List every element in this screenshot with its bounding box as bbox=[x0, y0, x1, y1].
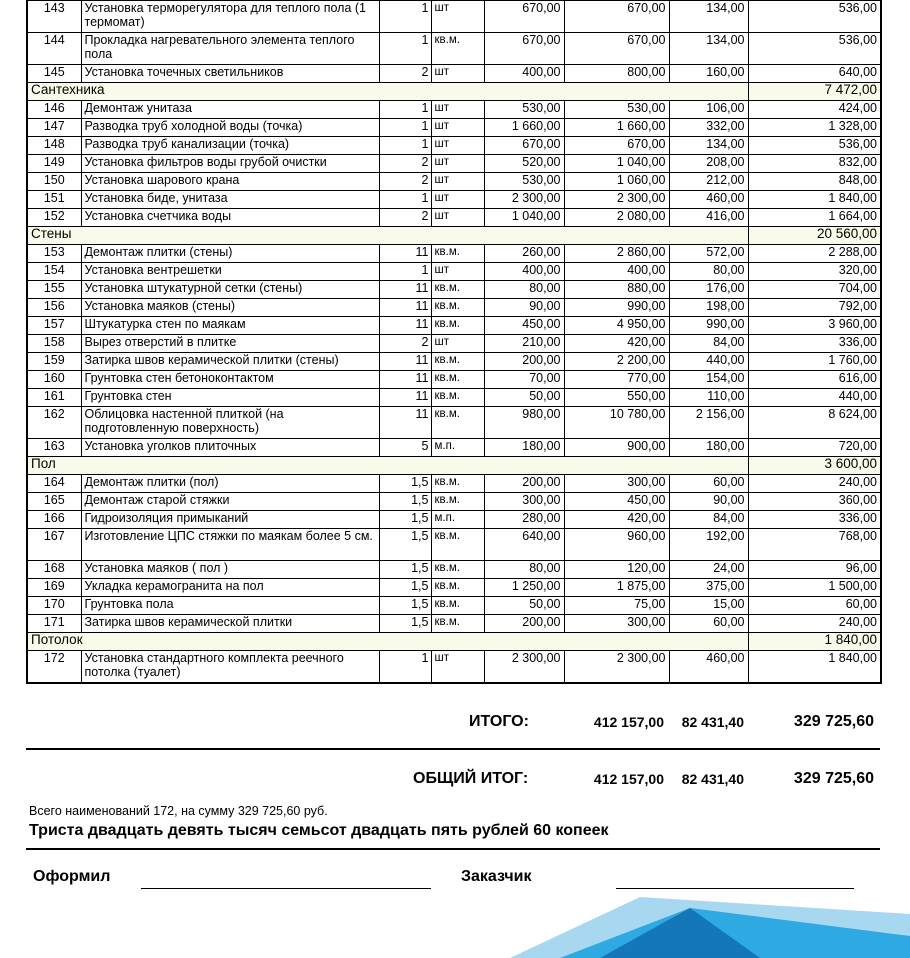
unit-price: 180,00 bbox=[484, 439, 564, 457]
line-total: 1 500,00 bbox=[748, 579, 881, 597]
row-number: 151 bbox=[27, 191, 81, 209]
line-total: 616,00 bbox=[748, 371, 881, 389]
line-sum: 670,00 bbox=[564, 1, 669, 33]
line-total: 360,00 bbox=[748, 493, 881, 511]
customer-label: Заказчик bbox=[461, 868, 532, 885]
line-sum: 550,00 bbox=[564, 389, 669, 407]
unit: кв.м. bbox=[431, 317, 484, 335]
row-number: 159 bbox=[27, 353, 81, 371]
work-name: Установка счетчика воды bbox=[81, 209, 379, 227]
quantity: 1,5 bbox=[379, 529, 431, 561]
unit-price: 980,00 bbox=[484, 407, 564, 439]
quantity: 1,5 bbox=[379, 597, 431, 615]
discount: 208,00 bbox=[669, 155, 748, 173]
line-sum: 2 860,00 bbox=[564, 245, 669, 263]
work-name: Демонтаж старой стяжки bbox=[81, 493, 379, 511]
quantity: 1 bbox=[379, 191, 431, 209]
unit-price: 640,00 bbox=[484, 529, 564, 561]
section-name: Пол bbox=[27, 457, 748, 475]
quantity: 11 bbox=[379, 281, 431, 299]
unit-price: 400,00 bbox=[484, 65, 564, 83]
discount: 212,00 bbox=[669, 173, 748, 191]
unit: шт bbox=[431, 101, 484, 119]
unit: шт bbox=[431, 137, 484, 155]
discount: 90,00 bbox=[669, 493, 748, 511]
unit-price: 2 300,00 bbox=[484, 651, 564, 684]
row-number: 169 bbox=[27, 579, 81, 597]
work-name: Установка биде, унитаза bbox=[81, 191, 379, 209]
line-total: 440,00 bbox=[748, 389, 881, 407]
work-name: Грунтовка стен bbox=[81, 389, 379, 407]
unit-price: 90,00 bbox=[484, 299, 564, 317]
line-sum: 300,00 bbox=[564, 615, 669, 633]
line-sum: 1 660,00 bbox=[564, 119, 669, 137]
line-sum: 4 950,00 bbox=[564, 317, 669, 335]
line-total: 336,00 bbox=[748, 511, 881, 529]
quantity: 1 bbox=[379, 119, 431, 137]
row-number: 160 bbox=[27, 371, 81, 389]
unit: шт bbox=[431, 1, 484, 33]
line-total: 536,00 bbox=[748, 1, 881, 33]
work-name: Установка маяков (стены) bbox=[81, 299, 379, 317]
unit-price: 450,00 bbox=[484, 317, 564, 335]
work-name: Установка фильтров воды грубой очистки bbox=[81, 155, 379, 173]
discount: 84,00 bbox=[669, 511, 748, 529]
quantity: 11 bbox=[379, 299, 431, 317]
row-number: 171 bbox=[27, 615, 81, 633]
row-number: 156 bbox=[27, 299, 81, 317]
unit: кв.м. bbox=[431, 299, 484, 317]
quantity: 11 bbox=[379, 245, 431, 263]
discount: 24,00 bbox=[669, 561, 748, 579]
quantity: 1 bbox=[379, 651, 431, 684]
work-name: Демонтаж унитаза bbox=[81, 101, 379, 119]
itogo-sum: 412 157,00 bbox=[593, 714, 664, 730]
unit: м.п. bbox=[431, 511, 484, 529]
unit-price: 200,00 bbox=[484, 615, 564, 633]
discount: 416,00 bbox=[669, 209, 748, 227]
unit: кв.м. bbox=[431, 407, 484, 439]
line-total: 3 960,00 bbox=[748, 317, 881, 335]
row-number: 143 bbox=[27, 1, 81, 33]
discount: 134,00 bbox=[669, 1, 748, 33]
discount: 180,00 bbox=[669, 439, 748, 457]
unit-price: 2 300,00 bbox=[484, 191, 564, 209]
row-number: 161 bbox=[27, 389, 81, 407]
discount: 192,00 bbox=[669, 529, 748, 561]
unit: кв.м. bbox=[431, 281, 484, 299]
row-number: 170 bbox=[27, 597, 81, 615]
grand-total-label: ОБЩИЙ ИТОГ: bbox=[413, 770, 529, 787]
line-total: 60,00 bbox=[748, 597, 881, 615]
discount: 60,00 bbox=[669, 475, 748, 493]
work-name: Штукатурка стен по маякам bbox=[81, 317, 379, 335]
row-number: 158 bbox=[27, 335, 81, 353]
line-total: 832,00 bbox=[748, 155, 881, 173]
work-name: Прокладка нагревательного элемента теплого пола bbox=[81, 33, 379, 65]
section-total: 7 472,00 bbox=[748, 83, 881, 101]
discount: 460,00 bbox=[669, 191, 748, 209]
line-sum: 1 875,00 bbox=[564, 579, 669, 597]
discount: 15,00 bbox=[669, 597, 748, 615]
quantity: 1 bbox=[379, 1, 431, 33]
unit: кв.м. bbox=[431, 597, 484, 615]
unit-price: 280,00 bbox=[484, 511, 564, 529]
work-name: Грунтовка пола bbox=[81, 597, 379, 615]
line-total: 240,00 bbox=[748, 475, 881, 493]
quantity: 11 bbox=[379, 371, 431, 389]
line-total: 320,00 bbox=[748, 263, 881, 281]
unit-price: 50,00 bbox=[484, 597, 564, 615]
unit: шт bbox=[431, 65, 484, 83]
itogo-label: ИТОГО: bbox=[469, 713, 529, 730]
quantity: 1,5 bbox=[379, 493, 431, 511]
row-number: 168 bbox=[27, 561, 81, 579]
row-number: 155 bbox=[27, 281, 81, 299]
unit-price: 200,00 bbox=[484, 475, 564, 493]
unit: шт bbox=[431, 191, 484, 209]
work-name: Укладка керамогранита на пол bbox=[81, 579, 379, 597]
work-name: Демонтаж плитки (пол) bbox=[81, 475, 379, 493]
work-name: Вырез отверстий в плитке bbox=[81, 335, 379, 353]
row-number: 145 bbox=[27, 65, 81, 83]
quantity: 5 bbox=[379, 439, 431, 457]
discount: 332,00 bbox=[669, 119, 748, 137]
grand-total-value: 329 725,60 bbox=[793, 770, 874, 787]
work-name: Демонтаж плитки (стены) bbox=[81, 245, 379, 263]
discount: 106,00 bbox=[669, 101, 748, 119]
unit-price: 1 660,00 bbox=[484, 119, 564, 137]
discount: 176,00 bbox=[669, 281, 748, 299]
unit: кв.м. bbox=[431, 245, 484, 263]
work-name: Установка штукатурной сетки (стены) bbox=[81, 281, 379, 299]
quantity: 1 bbox=[379, 33, 431, 65]
unit: кв.м. bbox=[431, 389, 484, 407]
unit-price: 210,00 bbox=[484, 335, 564, 353]
row-number: 152 bbox=[27, 209, 81, 227]
unit-price: 80,00 bbox=[484, 281, 564, 299]
work-name: Установка стандартного комплекта реечного потолка (туалет) bbox=[81, 651, 379, 684]
grand-total-sum: 412 157,00 bbox=[593, 771, 664, 787]
line-sum: 2 200,00 bbox=[564, 353, 669, 371]
discount: 110,00 bbox=[669, 389, 748, 407]
line-sum: 800,00 bbox=[564, 65, 669, 83]
row-number: 172 bbox=[27, 651, 81, 684]
line-total: 240,00 bbox=[748, 615, 881, 633]
quantity: 11 bbox=[379, 389, 431, 407]
grand-total-discount: 82 431,40 bbox=[681, 771, 744, 787]
line-sum: 670,00 bbox=[564, 33, 669, 65]
unit-price: 1 040,00 bbox=[484, 209, 564, 227]
line-sum: 2 300,00 bbox=[564, 191, 669, 209]
quantity: 11 bbox=[379, 353, 431, 371]
unit: шт bbox=[431, 263, 484, 281]
work-name: Гидроизоляция примыканий bbox=[81, 511, 379, 529]
line-total: 640,00 bbox=[748, 65, 881, 83]
quantity: 1,5 bbox=[379, 615, 431, 633]
unit-price: 50,00 bbox=[484, 389, 564, 407]
unit-price: 70,00 bbox=[484, 371, 564, 389]
work-name: Установка терморегулятора для теплого пола (1 термомат) bbox=[81, 1, 379, 33]
unit: м.п. bbox=[431, 439, 484, 457]
row-number: 146 bbox=[27, 101, 81, 119]
line-sum: 2 080,00 bbox=[564, 209, 669, 227]
quantity: 1,5 bbox=[379, 511, 431, 529]
work-name: Облицовка настенной плиткой (на подготовленную поверхность) bbox=[81, 407, 379, 439]
line-total: 1 840,00 bbox=[748, 651, 881, 684]
discount: 460,00 bbox=[669, 651, 748, 684]
line-total: 424,00 bbox=[748, 101, 881, 119]
unit-price: 80,00 bbox=[484, 561, 564, 579]
line-total: 1 840,00 bbox=[748, 191, 881, 209]
unit: кв.м. bbox=[431, 529, 484, 561]
discount: 134,00 bbox=[669, 137, 748, 155]
row-number: 147 bbox=[27, 119, 81, 137]
unit-price: 520,00 bbox=[484, 155, 564, 173]
row-number: 148 bbox=[27, 137, 81, 155]
unit-price: 530,00 bbox=[484, 101, 564, 119]
discount: 375,00 bbox=[669, 579, 748, 597]
section-total: 1 840,00 bbox=[748, 633, 881, 651]
row-number: 157 bbox=[27, 317, 81, 335]
unit: кв.м. bbox=[431, 353, 484, 371]
unit-price: 670,00 bbox=[484, 137, 564, 155]
line-sum: 300,00 bbox=[564, 475, 669, 493]
quantity: 2 bbox=[379, 209, 431, 227]
quantity: 11 bbox=[379, 407, 431, 439]
unit-price: 400,00 bbox=[484, 263, 564, 281]
unit: кв.м. bbox=[431, 561, 484, 579]
quantity: 1,5 bbox=[379, 475, 431, 493]
line-sum: 120,00 bbox=[564, 561, 669, 579]
unit: шт bbox=[431, 155, 484, 173]
line-sum: 960,00 bbox=[564, 529, 669, 561]
line-sum: 400,00 bbox=[564, 263, 669, 281]
work-name: Затирка швов керамической плитки bbox=[81, 615, 379, 633]
section-name: Потолок bbox=[27, 633, 748, 651]
row-number: 153 bbox=[27, 245, 81, 263]
section-name: Стены bbox=[27, 227, 748, 245]
line-sum: 1 040,00 bbox=[564, 155, 669, 173]
unit: шт bbox=[431, 119, 484, 137]
work-name: Установка шарового крана bbox=[81, 173, 379, 191]
line-sum: 420,00 bbox=[564, 511, 669, 529]
line-total: 720,00 bbox=[748, 439, 881, 457]
line-total: 704,00 bbox=[748, 281, 881, 299]
unit: кв.м. bbox=[431, 33, 484, 65]
unit-price: 1 250,00 bbox=[484, 579, 564, 597]
unit-price: 200,00 bbox=[484, 353, 564, 371]
work-name: Затирка швов керамической плитки (стены) bbox=[81, 353, 379, 371]
line-total: 1 760,00 bbox=[748, 353, 881, 371]
unit: кв.м. bbox=[431, 493, 484, 511]
line-sum: 420,00 bbox=[564, 335, 669, 353]
row-number: 154 bbox=[27, 263, 81, 281]
line-sum: 75,00 bbox=[564, 597, 669, 615]
item-count-summary: Всего наименований 172, на сумму 329 725,60 руб. bbox=[29, 804, 328, 818]
work-name: Разводка труб канализации (точка) bbox=[81, 137, 379, 155]
discount: 80,00 bbox=[669, 263, 748, 281]
quantity: 2 bbox=[379, 65, 431, 83]
line-total: 536,00 bbox=[748, 137, 881, 155]
row-number: 167 bbox=[27, 529, 81, 561]
prepared-by-label: Оформил bbox=[33, 868, 111, 885]
line-total: 1 664,00 bbox=[748, 209, 881, 227]
line-sum: 990,00 bbox=[564, 299, 669, 317]
unit: кв.м. bbox=[431, 579, 484, 597]
discount: 572,00 bbox=[669, 245, 748, 263]
discount: 440,00 bbox=[669, 353, 748, 371]
row-number: 165 bbox=[27, 493, 81, 511]
unit-price: 300,00 bbox=[484, 493, 564, 511]
line-total: 792,00 bbox=[748, 299, 881, 317]
unit: шт bbox=[431, 651, 484, 684]
quantity: 2 bbox=[379, 173, 431, 191]
row-number: 163 bbox=[27, 439, 81, 457]
section-name: Сантехника bbox=[27, 83, 748, 101]
quantity: 1 bbox=[379, 263, 431, 281]
line-sum: 450,00 bbox=[564, 493, 669, 511]
itogo-discount: 82 431,40 bbox=[681, 714, 744, 730]
itogo-total: 329 725,60 bbox=[793, 713, 874, 730]
row-number: 166 bbox=[27, 511, 81, 529]
line-total: 8 624,00 bbox=[748, 407, 881, 439]
work-name: Грунтовка стен бетоноконтактом bbox=[81, 371, 379, 389]
amount-in-words: Триста двадцать девять тысяч семьсот двадцать пять рублей 60 копеек bbox=[29, 822, 609, 839]
unit: кв.м. bbox=[431, 475, 484, 493]
discount: 84,00 bbox=[669, 335, 748, 353]
row-number: 162 bbox=[27, 407, 81, 439]
row-number: 150 bbox=[27, 173, 81, 191]
unit: шт bbox=[431, 335, 484, 353]
unit: шт bbox=[431, 209, 484, 227]
row-number: 144 bbox=[27, 33, 81, 65]
discount: 990,00 bbox=[669, 317, 748, 335]
quantity: 1 bbox=[379, 101, 431, 119]
line-sum: 770,00 bbox=[564, 371, 669, 389]
quantity: 2 bbox=[379, 155, 431, 173]
discount: 2 156,00 bbox=[669, 407, 748, 439]
line-sum: 1 060,00 bbox=[564, 173, 669, 191]
quantity: 2 bbox=[379, 335, 431, 353]
discount: 134,00 bbox=[669, 33, 748, 65]
line-total: 336,00 bbox=[748, 335, 881, 353]
unit-price: 670,00 bbox=[484, 1, 564, 33]
work-name: Разводка труб холодной воды (точка) bbox=[81, 119, 379, 137]
unit-price: 260,00 bbox=[484, 245, 564, 263]
unit: кв.м. bbox=[431, 615, 484, 633]
line-sum: 670,00 bbox=[564, 137, 669, 155]
unit: шт bbox=[431, 173, 484, 191]
line-sum: 900,00 bbox=[564, 439, 669, 457]
quantity: 11 bbox=[379, 317, 431, 335]
work-name: Установка уголков плиточных bbox=[81, 439, 379, 457]
line-total: 536,00 bbox=[748, 33, 881, 65]
section-total: 3 600,00 bbox=[748, 457, 881, 475]
line-total: 2 288,00 bbox=[748, 245, 881, 263]
work-name: Установка точечных светильников bbox=[81, 65, 379, 83]
line-total: 848,00 bbox=[748, 173, 881, 191]
work-name: Установка маяков ( пол ) bbox=[81, 561, 379, 579]
unit-price: 670,00 bbox=[484, 33, 564, 65]
line-total: 96,00 bbox=[748, 561, 881, 579]
work-name: Установка вентрешетки bbox=[81, 263, 379, 281]
unit: кв.м. bbox=[431, 371, 484, 389]
line-total: 1 328,00 bbox=[748, 119, 881, 137]
section-total: 20 560,00 bbox=[748, 227, 881, 245]
discount: 160,00 bbox=[669, 65, 748, 83]
line-sum: 10 780,00 bbox=[564, 407, 669, 439]
line-sum: 2 300,00 bbox=[564, 651, 669, 684]
work-name: Изготовление ЦПС стяжки по маякам более 5 см. bbox=[81, 529, 379, 561]
discount: 60,00 bbox=[669, 615, 748, 633]
row-number: 164 bbox=[27, 475, 81, 493]
quantity: 1 bbox=[379, 137, 431, 155]
line-total: 768,00 bbox=[748, 529, 881, 561]
discount: 198,00 bbox=[669, 299, 748, 317]
line-sum: 880,00 bbox=[564, 281, 669, 299]
quantity: 1,5 bbox=[379, 579, 431, 597]
line-sum: 530,00 bbox=[564, 101, 669, 119]
unit-price: 530,00 bbox=[484, 173, 564, 191]
row-number: 149 bbox=[27, 155, 81, 173]
quantity: 1,5 bbox=[379, 561, 431, 579]
discount: 154,00 bbox=[669, 371, 748, 389]
